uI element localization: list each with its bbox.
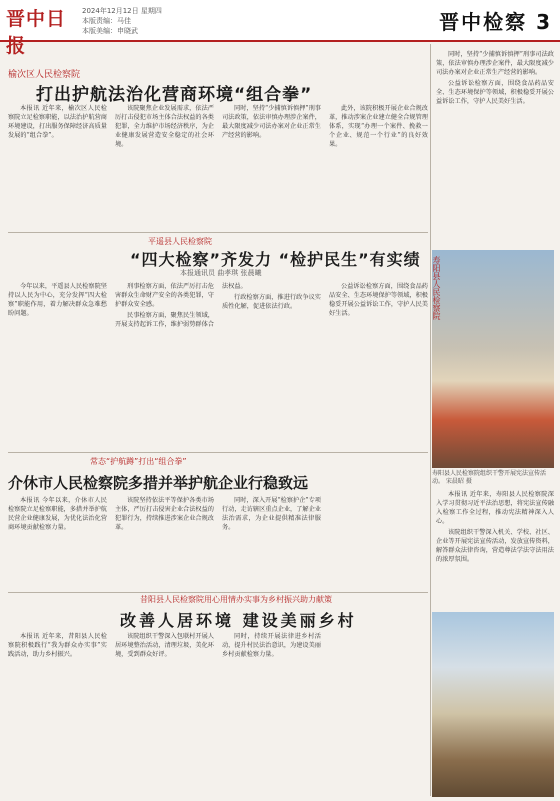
article2-body: 今年以来，平遥县人民检察院坚持以人民为中心，充分发挥“四大检察”职能作用，着力解决群众急难愁盼问题。 刑事检察方面，依法严厉打击危害群众生命财产安全的各类犯罪，守护群众安全感。 民事检察方面，聚焦民生领域，开展支持起诉工作，维护弱势群体合法权益。 行政检察方面，推进行政争议实质性化解，促进依法行政。 公益诉讼检察方面，围绕食品药品安全、生态环境保护等领域，积极稳妥开展公益诉讼工作，守护人民美好生活。	[8, 283, 428, 328]
constitution-photo	[432, 250, 554, 468]
article1-body: 本报讯 近年来，榆次区人民检察院立足检察职能，以法治护航营商环境建设，打出服务保障经济高质量发展的“组合拳”。 该院聚焦企业发展需求，依法严厉打击侵犯市场主体合法权益的各类犯罪，全力维护市场经济秩序，为企业健康发展营造安全稳定的社会环境。 同时，坚持“少捕慎诉慎押”刑事司法政策，依法审慎办理涉企案件，最大限度减少司法办案对企业正常生产经营的影响。 此外，该院积极开展企业合规改革，推动涉案企业建立健全合规管理体系，实现“办理一个案件、挽救一个企业、规范一个行业”的良好效果。	[8, 105, 428, 148]
issue-date: 2024年12月12日 星期四	[82, 7, 162, 15]
section-title: 晋中检察 3	[439, 10, 552, 34]
divider	[8, 452, 428, 453]
article3-body: 本报讯 近年来，寿阳县人民检察院深入学习贯彻习近平法治思想，将宪法宣传融入检察工作全过程，推动宪法精神深入人心。 该院组织干警深入机关、学校、社区、企业等开展宪法宣传活动，发放宣传资料，解答群众法律咨询，营造尊法学法守法用法的浓厚氛围。	[436, 491, 554, 563]
article5-kicker: 昔阳县人民检察院用心用情办实事为乡村振兴助力献策	[140, 595, 332, 604]
masthead	[0, 0, 560, 57]
article5-headline: 改善人居环境 建设美丽乡村	[120, 611, 357, 630]
article2-headline: “四大检察”齐发力 “检护民生”有实绩	[130, 250, 421, 269]
issue-meta	[82, 6, 162, 36]
article2-byline: 本报通讯员 曲孝琪 张晨曦	[180, 269, 262, 277]
article4-kicker: 常态“护航蹲”打出“组合拳”	[90, 457, 187, 466]
editor-credit: 本版责编：马佳	[82, 17, 131, 25]
divider	[8, 592, 428, 593]
divider	[8, 232, 428, 233]
article2-kicker: 平遥县人民检察院	[148, 237, 212, 246]
village-photo	[432, 612, 554, 797]
article4-body: 本报讯 今年以来，介休市人民检察院立足检察职能，多措并举护航民营企业健康发展，为优化法治化营商环境贡献检察力量。 该院坚持依法平等保护各类市场主体，严厉打击侵害企业合法权益的犯罪行为，持续推进涉案企业合规改革。 同时，深入开展“检察护企”专项行动，走访辖区重点企业，了解企业法治需求，为企业提供精准法律服务。	[8, 497, 321, 531]
article1-label: 榆次区人民检察院	[8, 70, 81, 80]
article3-kicker: 寿阳县人民检察院	[432, 256, 441, 320]
newspaper-logo: 晋中日报	[6, 8, 67, 57]
photo1-caption: 寿阳县人民检察院组织干警开展宪法宣传活动。 宋晨昭 摄	[432, 470, 547, 485]
article5-body: 本报讯 近年来，昔阳县人民检察院积极践行“我为群众办实事”实践活动，助力乡村振兴。 该院组织干警深入包联村开展人居环境整治活动，清理垃圾，美化环境，受到群众好评。 同时，持续开展法律进乡村活动，提升村民法治意识，为建设美丽乡村贡献检察力量。	[8, 633, 321, 658]
article1-headline: 打出护航法治化营商环境“组合拳”	[36, 85, 313, 105]
article4-headline: 介休市人民检察院多措并举护航企业行稳致远	[8, 474, 309, 492]
column-divider	[430, 44, 431, 796]
designer-credit: 本版美编：申晓武	[82, 27, 138, 35]
article3-top-body: 同时，坚持“少捕慎诉慎押”刑事司法政策，依法审慎办理涉企案件，最大限度减少司法办案对企业正常生产经营的影响。 公益诉讼检察方面，围绕食品药品安全、生态环境保护等领域，积极稳妥开展公益诉讼工作，守护人民美好生活。	[436, 51, 554, 105]
